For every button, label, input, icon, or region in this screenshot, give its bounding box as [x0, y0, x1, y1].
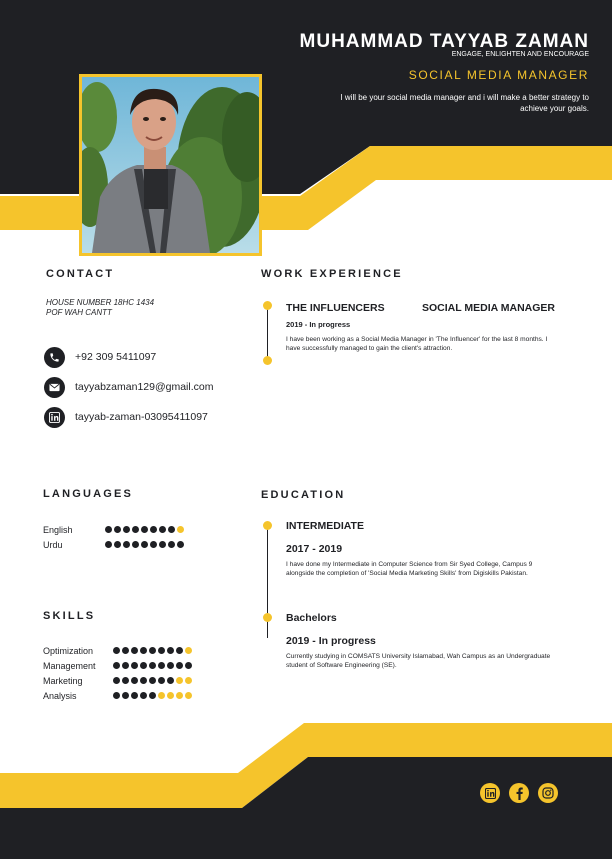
rating-dot-filled — [150, 541, 157, 548]
rating-dot-empty — [176, 692, 183, 699]
rating-dot-filled — [158, 647, 165, 654]
rating-dot-empty — [176, 677, 183, 684]
rating-dot-filled — [167, 647, 174, 654]
profile-photo-frame — [79, 74, 262, 256]
linkedin-icon — [44, 407, 65, 428]
education-degree-2: Bachelors — [286, 612, 337, 624]
skill-row — [43, 689, 77, 702]
rating-dot-filled — [140, 692, 147, 699]
rating-dot-filled — [131, 677, 138, 684]
rating-dot-filled — [149, 662, 156, 669]
rating-dot-filled — [113, 677, 120, 684]
rating-dot-empty — [158, 692, 165, 699]
skill-label: Analysis — [43, 690, 77, 701]
rating-dot-filled — [158, 662, 165, 669]
job-role: SOCIAL MEDIA MANAGER — [408, 68, 589, 82]
education-title: EDUCATION — [261, 489, 346, 501]
contact-title: CONTACT — [46, 268, 115, 280]
rating-dot-empty — [167, 692, 174, 699]
education-period-2: 2019 - In progress — [286, 635, 376, 647]
skill-rating-dots — [113, 647, 192, 654]
skill-row — [43, 644, 93, 657]
rating-dot-filled — [141, 541, 148, 548]
rating-dot-filled — [123, 541, 130, 548]
rating-dot-filled — [113, 692, 120, 699]
education-degree-1: INTERMEDIATE — [286, 520, 364, 532]
education-timeline-dot-1 — [263, 521, 272, 530]
rating-dot-filled — [113, 647, 120, 654]
rating-dot-filled — [114, 541, 121, 548]
skill-rating-dots — [113, 662, 192, 669]
facebook-icon — [514, 787, 525, 800]
rating-dot-filled — [114, 526, 121, 533]
work-timeline-dot-end — [263, 356, 272, 365]
facebook-social-icon[interactable] — [509, 783, 529, 803]
rating-dot-filled — [122, 677, 129, 684]
phone-number: +92 309 5411097 — [75, 351, 157, 363]
rating-dot-filled — [122, 662, 129, 669]
education-description-1: I have done my Intermediate in Computer Science from Sir Syed College, Campus 9 alongside the completion of 'Social Media Marketing Skills' from Digiskills Pakistan. — [286, 561, 533, 577]
language-rating-dots — [105, 541, 184, 548]
rating-dot-filled — [149, 692, 156, 699]
language-row — [43, 523, 73, 536]
rating-dot-filled — [149, 647, 156, 654]
address-line-1: HOUSE NUMBER 18HC 1434 — [46, 298, 155, 307]
contact-linkedin[interactable] — [44, 406, 208, 428]
contact-phone[interactable] — [44, 346, 156, 368]
skill-label: Marketing — [43, 675, 83, 686]
rating-dot-filled — [140, 677, 147, 684]
rating-dot-empty — [177, 526, 184, 533]
language-row — [43, 538, 63, 551]
rating-dot-filled — [185, 662, 192, 669]
rating-dot-filled — [132, 541, 139, 548]
work-position: SOCIAL MEDIA MANAGER — [422, 302, 556, 314]
language-label: English — [43, 524, 73, 535]
rating-dot-empty — [185, 647, 192, 654]
rating-dot-filled — [167, 662, 174, 669]
work-timeline-dot-start — [263, 301, 272, 310]
skill-label: Optimization — [43, 645, 94, 656]
rating-dot-empty — [185, 677, 192, 684]
rating-dot-filled — [150, 526, 157, 533]
rating-dot-filled — [132, 526, 139, 533]
rating-dot-filled — [176, 662, 183, 669]
linkedin-icon — [485, 788, 496, 799]
tagline: ENGAGE, ENLIGHTEN AND ENCOURAGE — [451, 51, 589, 58]
work-timeline-line — [267, 305, 268, 361]
skill-rating-dots — [113, 692, 192, 699]
education-description-2: Currently studying in COMSATS University Islamabad, Wah Campus as an Undergraduate student of Software Engineering (SE). — [286, 653, 551, 669]
footer-dark-band — [0, 757, 612, 859]
phone-icon — [44, 347, 65, 368]
instagram-social-icon[interactable] — [538, 783, 558, 803]
work-period: 2019 - In progress — [286, 320, 351, 329]
skill-row — [43, 674, 83, 687]
rating-dot-filled — [105, 541, 112, 548]
work-description: I have been working as a Social Media Manager in 'The Influencer' for the last 8 months. I have successfully managed to gain the client's attraction. — [286, 336, 548, 352]
work-experience-title: WORK EXPERIENCE — [261, 268, 403, 280]
education-period-1: 2017 - 2019 — [286, 543, 343, 555]
address-line-2: POF WAH CANTT — [46, 308, 112, 317]
rating-dot-filled — [122, 647, 129, 654]
profile-photo — [82, 77, 259, 253]
rating-dot-filled — [159, 526, 166, 533]
rating-dot-filled — [122, 692, 129, 699]
rating-dot-filled — [105, 526, 112, 533]
rating-dot-filled — [123, 526, 130, 533]
address — [46, 298, 236, 318]
rating-dot-filled — [176, 647, 183, 654]
rating-dot-filled — [131, 662, 138, 669]
rating-dot-filled — [168, 541, 175, 548]
rating-dot-filled — [140, 662, 147, 669]
rating-dot-filled — [131, 692, 138, 699]
profile-summary: I will be your social media manager and i will make a better strategy to achieve your goals. — [340, 93, 589, 113]
rating-dot-filled — [131, 647, 138, 654]
language-label: Urdu — [43, 539, 63, 550]
rating-dot-filled — [113, 662, 120, 669]
work-company: THE INFLUENCERS — [286, 302, 385, 314]
email-address: tayyabzaman129@gmail.com — [75, 381, 214, 393]
skills-title: SKILLS — [43, 610, 96, 622]
rating-dot-filled — [149, 677, 156, 684]
skill-row — [43, 659, 96, 672]
contact-email[interactable] — [44, 376, 213, 398]
rating-dot-filled — [159, 541, 166, 548]
rating-dot-empty — [185, 692, 192, 699]
rating-dot-filled — [140, 647, 147, 654]
rating-dot-filled — [167, 677, 174, 684]
rating-dot-filled — [168, 526, 175, 533]
skill-label: Management — [43, 660, 96, 671]
rating-dot-filled — [158, 677, 165, 684]
rating-dot-filled — [141, 526, 148, 533]
instagram-icon — [542, 787, 554, 799]
email-icon — [44, 377, 65, 398]
linkedin-handle: tayyab-zaman-03095411097 — [75, 411, 208, 423]
languages-title: LANGUAGES — [43, 488, 134, 500]
skill-rating-dots — [113, 677, 192, 684]
education-timeline-dot-2 — [263, 613, 272, 622]
linkedin-social-icon[interactable] — [480, 783, 500, 803]
language-rating-dots — [105, 526, 184, 533]
full-name: MUHAMMAD TAYYAB ZAMAN — [299, 31, 589, 52]
rating-dot-filled — [177, 541, 184, 548]
